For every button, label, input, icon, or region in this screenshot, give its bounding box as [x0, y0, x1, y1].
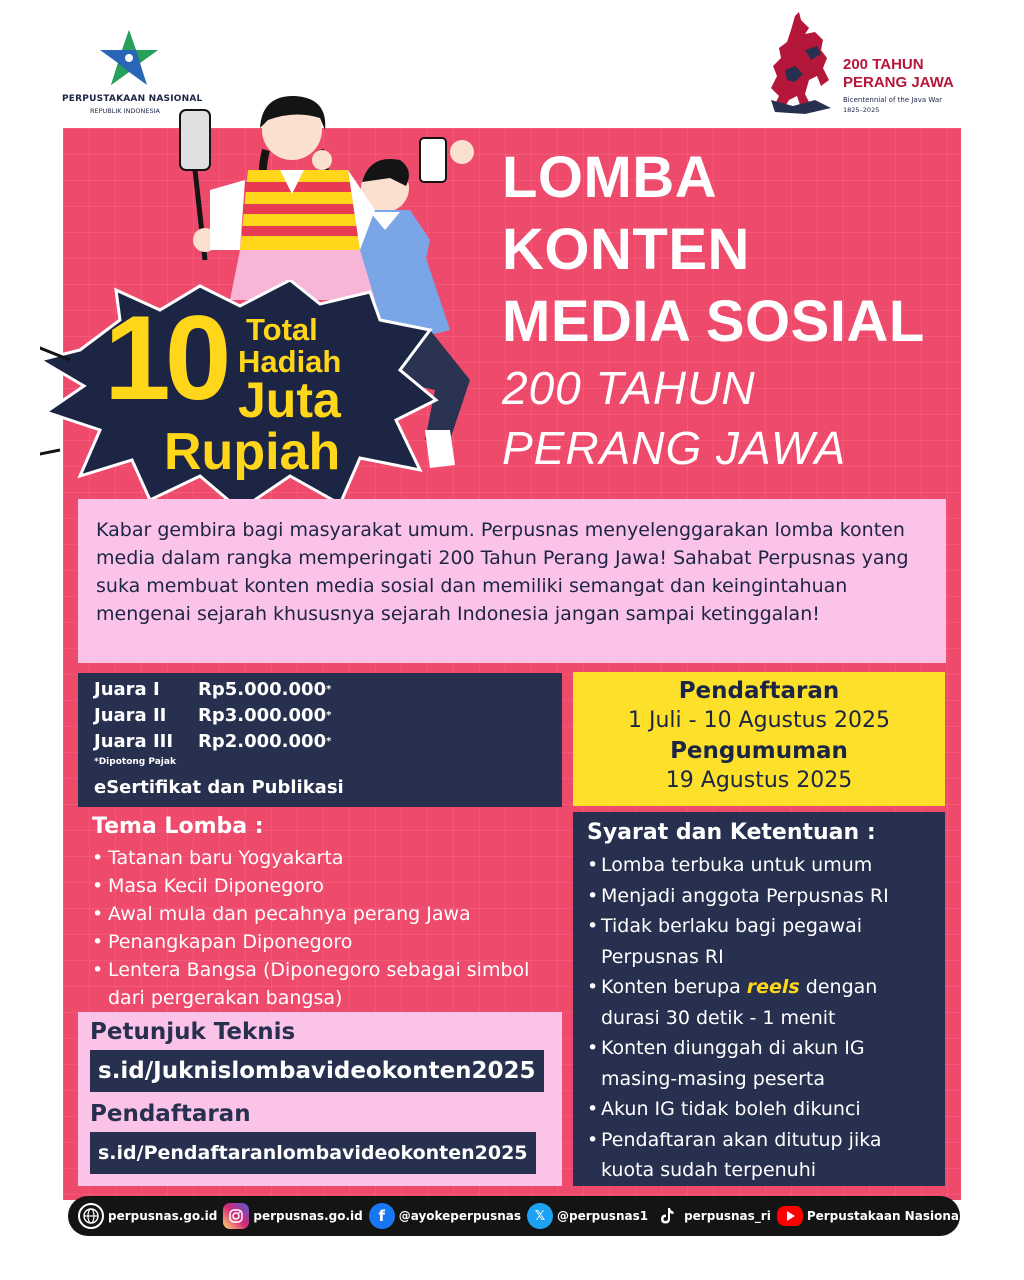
themes-section — [92, 812, 562, 1012]
prize-rank: Juara I — [94, 679, 160, 700]
list-item-suffix: dengan durasi 30 detik - 1 menit — [601, 976, 878, 1029]
footer-youtube-text: Perpustakaan Nasional RI — [806, 1209, 981, 1223]
footer-instagram-text: perpusnas.go.id — [253, 1209, 363, 1223]
prize-amount: Rp5.000.000 — [198, 679, 327, 700]
list-item: • Awal mula dan pecahnya perang Jawa — [92, 900, 562, 928]
footer-item-tiktok[interactable] — [654, 1203, 771, 1229]
prize-mark: * — [326, 684, 332, 695]
prize-row — [94, 677, 546, 703]
footer-x-text: @perpusnas1 — [557, 1209, 649, 1223]
star-logo-icon — [98, 28, 160, 88]
social-footer — [68, 1196, 981, 1236]
list-item: • Tidak berlaku bagi pegawai Perpusnas RI — [587, 911, 931, 972]
prize-amount: Rp2.000.000 — [198, 731, 327, 752]
list-item — [587, 972, 931, 1033]
themes-list — [92, 844, 562, 1012]
title-line-2: KONTEN — [502, 217, 750, 282]
youtube-icon — [777, 1206, 803, 1226]
x-icon: 𝕏 — [527, 1203, 553, 1229]
org-subtitle: REPUBLIK INDONESIA — [90, 107, 160, 115]
intro-box — [78, 499, 946, 663]
subtitle-line-2: PERANG JAWA — [502, 422, 847, 474]
prizes-box — [78, 673, 562, 807]
logo-line-3: Bicentennial of the Java War — [843, 96, 943, 104]
facebook-icon: f — [369, 1203, 395, 1229]
prize-juta-label: Juta — [238, 372, 341, 428]
list-item: • Tatanan baru Yogyakarta — [92, 844, 562, 872]
title-line-1: LOMBA — [502, 145, 718, 210]
registration-link[interactable]: s.id/Pendaftaranlombavideokonten2025 — [90, 1132, 536, 1174]
technical-guide-label: Petunjuk Teknis — [90, 1019, 296, 1045]
prize-total-label: Total — [246, 312, 318, 347]
terms-heading: Syarat dan Ketentuan : — [587, 820, 876, 845]
list-item: • Penangkapan Diponegoro — [92, 928, 562, 956]
prize-rupiah-label: Rupiah — [164, 423, 341, 481]
list-item: • Masa Kecil Diponegoro — [92, 872, 562, 900]
reels-highlight: reels — [746, 976, 800, 998]
globe-icon — [78, 1203, 104, 1229]
list-item: • Lentera Bangsa (Diponegoro sebagai simbol dari pergerakan bangsa) — [92, 956, 562, 1012]
intro-text: Kabar gembira bagi masyarakat umum. Perpusnas menyelenggarakan lomba konten media dalam rangka memperingati 200 Tahun Perang Jawa! Sahabat Perpusnas yang suka membuat konten media sosial dan memiliki semangat dan keingintahuan mengenai sejarah khususnya sejarah Indonesia jangan sampai ketinggalan! — [96, 519, 909, 625]
footer-item-facebook[interactable] — [369, 1203, 521, 1229]
list-item: • Pendaftaran akan ditutup jika kuota sudah terpenuhi — [587, 1125, 931, 1186]
tax-note: *Dipotong Pajak — [94, 757, 176, 767]
org-name: PERPUSTAKAAN NASIONAL — [62, 94, 203, 104]
technical-guide-link[interactable]: s.id/Juknislombavideokonten2025 — [90, 1050, 544, 1092]
registration-link-label: Pendaftaran — [90, 1101, 251, 1127]
list-item: • Menjadi anggota Perpusnas RI — [587, 881, 931, 912]
horseman-emblem-icon — [765, 10, 837, 115]
announcement-date: 19 Agustus 2025 — [665, 768, 853, 793]
logo-line-1: 200 TAHUN — [843, 56, 924, 73]
schedule-box — [573, 672, 945, 806]
prize-row — [94, 703, 546, 729]
prize-rank: Juara III — [94, 731, 174, 752]
list-item: • Lomba terbuka untuk umum — [587, 850, 931, 881]
registration-date: 1 Juli - 10 Agustus 2025 — [628, 708, 890, 733]
prize-mark: * — [326, 736, 332, 747]
announcement-label: Pengumuman — [670, 738, 848, 764]
poster-title — [502, 142, 925, 478]
footer-website-text: perpusnas.go.id — [108, 1209, 218, 1223]
links-box — [78, 1012, 562, 1186]
prize-row — [94, 729, 546, 755]
instagram-icon — [223, 1203, 249, 1229]
footer-tiktok-text: perpusnas_ri — [684, 1209, 771, 1223]
prize-amount-number: 10 — [104, 291, 226, 425]
footer-item-website[interactable] — [78, 1203, 217, 1229]
footer-item-youtube[interactable] — [777, 1206, 981, 1226]
logo-line-2: PERANG JAWA — [843, 74, 954, 91]
themes-heading: Tema Lomba : — [92, 814, 264, 839]
subtitle-line-1: 200 TAHUN — [502, 362, 756, 414]
terms-list — [587, 850, 931, 1186]
prize-mark: * — [326, 710, 332, 721]
registration-label: Pendaftaran — [678, 678, 840, 704]
list-item: • Konten diunggah di akun IG masing-masing peserta — [587, 1033, 931, 1094]
tiktok-icon — [654, 1203, 680, 1229]
certificate-note: eSertifikat dan Publikasi — [94, 777, 344, 798]
prize-amount: Rp3.000.000 — [198, 705, 327, 726]
footer-item-x[interactable] — [527, 1203, 648, 1229]
prize-hadiah-label: Hadiah — [238, 344, 342, 379]
title-line-3: MEDIA SOSIAL — [502, 289, 925, 354]
list-item-text: Konten berupa — [601, 976, 741, 998]
java-war-logo — [765, 10, 965, 120]
prize-rank: Juara II — [94, 705, 167, 726]
terms-box — [573, 812, 945, 1186]
footer-facebook-text: @ayokeperpusnas — [398, 1209, 522, 1223]
footer-item-instagram[interactable] — [223, 1203, 362, 1229]
logo-line-4: 1825–2025 — [843, 106, 880, 114]
list-item: • Akun IG tidak boleh dikunci — [587, 1094, 931, 1125]
